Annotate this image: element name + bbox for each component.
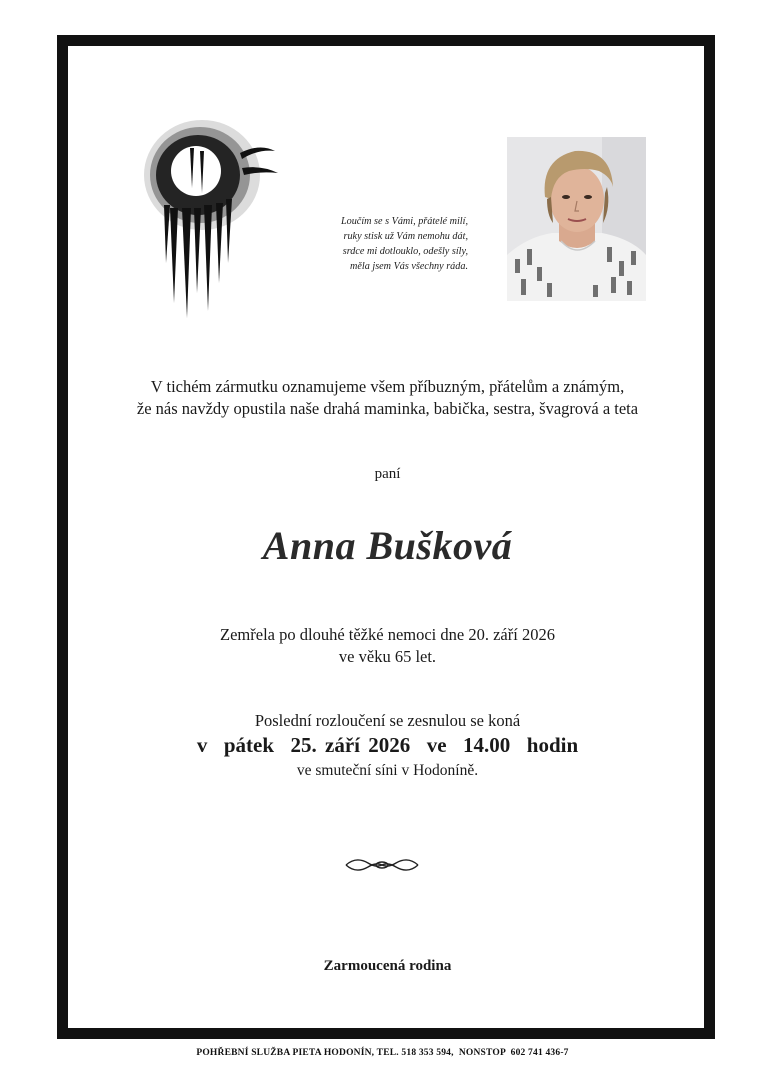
farewell-intro: Poslední rozloučení se zesnulou se koná [254,711,521,730]
announcement-intro [60,376,715,420]
intro-line-2: že nás navždy opustila naše drahá maminka, babička, sestra, švagrová a teta [136,399,639,418]
portrait-photo [507,137,646,301]
funeral-service-footer: POHŘEBNÍ SLUŽBA PIETA HODONÍN, TEL. 518 353 594, NONSTOP 602 741 436-7 [196,1048,569,1058]
death-details [60,624,715,668]
poem-line: měla jsem Vás všechny ráda. [350,261,468,272]
farewell-date-time: v pátek 25. září 2026 ve 14.00 hodin [196,733,579,757]
poem-line: srdce mi dotlouklo, odešly síly, [342,246,468,257]
honorific: paní [374,466,401,482]
farewell-place: ve smuteční síni v Hodoníně. [296,762,479,779]
deceased-name: Anna Bušková [262,523,513,568]
death-date-line: Zemřela po dlouhé těžké nemoci dne 20. září 2026 [220,625,555,644]
family-signature: Zarmoucená rodina [323,958,452,974]
flourish-ornament-icon [344,854,420,876]
farewell-poem [250,214,468,274]
age-line: ve věku 65 let. [338,647,437,666]
intro-line-1: V tichém zármutku oznamujeme všem příbuzným, přátelům a známým, [150,377,625,396]
poem-line: ruky stisk už Vám nemohu dát, [343,231,468,242]
poem-line: Loučím se s Vámi, přátelé milí, [340,216,468,227]
